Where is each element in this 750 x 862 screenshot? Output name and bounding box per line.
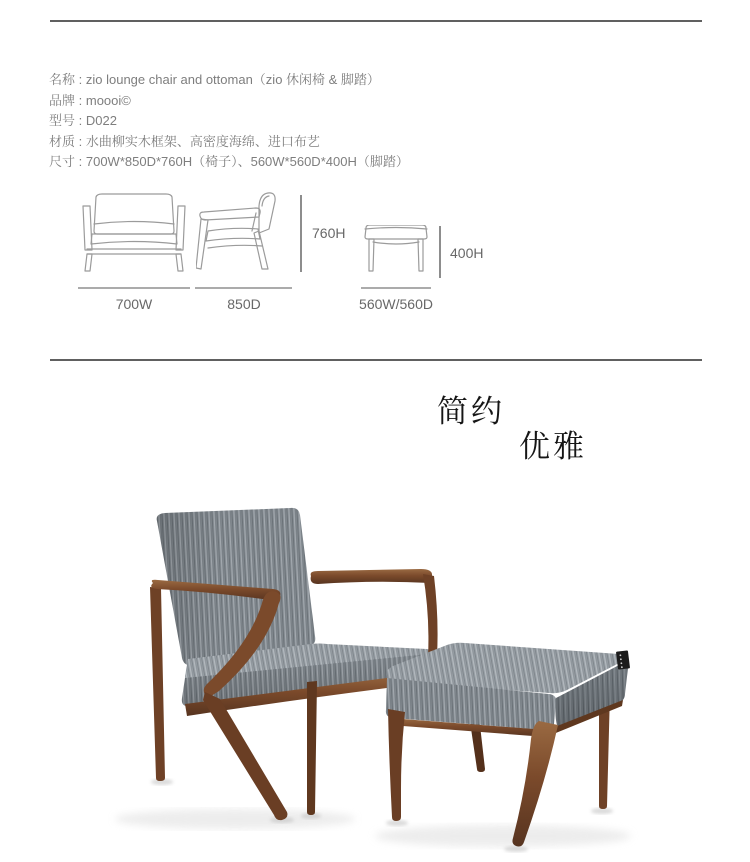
- ottoman-illustration: [386, 643, 630, 847]
- product-photo: [95, 488, 675, 853]
- chair-side-diagram: [196, 191, 294, 273]
- spec-separator: :: [75, 133, 86, 149]
- middle-divider: [50, 359, 702, 361]
- chair-front-diagram: [80, 193, 188, 273]
- spec-separator: :: [75, 113, 86, 129]
- spec-separator: :: [75, 154, 86, 170]
- headline-line2: 优雅: [519, 429, 587, 464]
- spec-value: 水曲柳实木框架、高密度海绵、进口布艺: [85, 133, 320, 149]
- top-divider: [50, 20, 702, 22]
- spec-value: D022: [85, 113, 117, 129]
- floor-shadow: [115, 779, 631, 852]
- spec-value: 700W*850D*760H（椅子）、560W*560D*400H（脚踏）: [85, 154, 409, 170]
- headline-line1: 简约: [437, 394, 505, 429]
- spec-row-name: [49, 70, 409, 91]
- ottoman-diagram: [361, 225, 431, 273]
- label-ottoman-height: 400H: [450, 245, 484, 261]
- spec-label: 尺寸: [49, 154, 76, 170]
- spec-row-size: [49, 152, 409, 173]
- spec-value: zio lounge chair and ottoman（zio 休闲椅 & 脚踏）: [85, 72, 380, 87]
- chair-depth-line: [195, 287, 292, 289]
- spec-value: moooi©: [85, 92, 131, 108]
- label-ottoman-size: 560W/560D: [359, 296, 433, 312]
- chair-height-line: [300, 195, 302, 272]
- ottoman-height-line: [439, 226, 441, 278]
- label-chair-depth: 850D: [227, 296, 261, 312]
- spec-label: 材质: [49, 133, 76, 149]
- spec-row-material: [49, 132, 409, 153]
- label-chair-width: 700W: [115, 296, 153, 312]
- brand-tag: [616, 650, 630, 669]
- spec-separator: :: [75, 92, 86, 108]
- spec-label: 型号: [49, 113, 76, 129]
- ottoman-width-line: [361, 287, 431, 289]
- chair-width-line: [78, 287, 190, 289]
- spec-list: [49, 70, 409, 173]
- label-chair-height: 760H: [312, 225, 346, 241]
- spec-separator: :: [75, 72, 86, 87]
- spec-label: 名称: [49, 72, 76, 87]
- spec-row-model: [49, 111, 409, 132]
- spec-row-brand: [49, 91, 409, 112]
- spec-label: 品牌: [49, 92, 76, 108]
